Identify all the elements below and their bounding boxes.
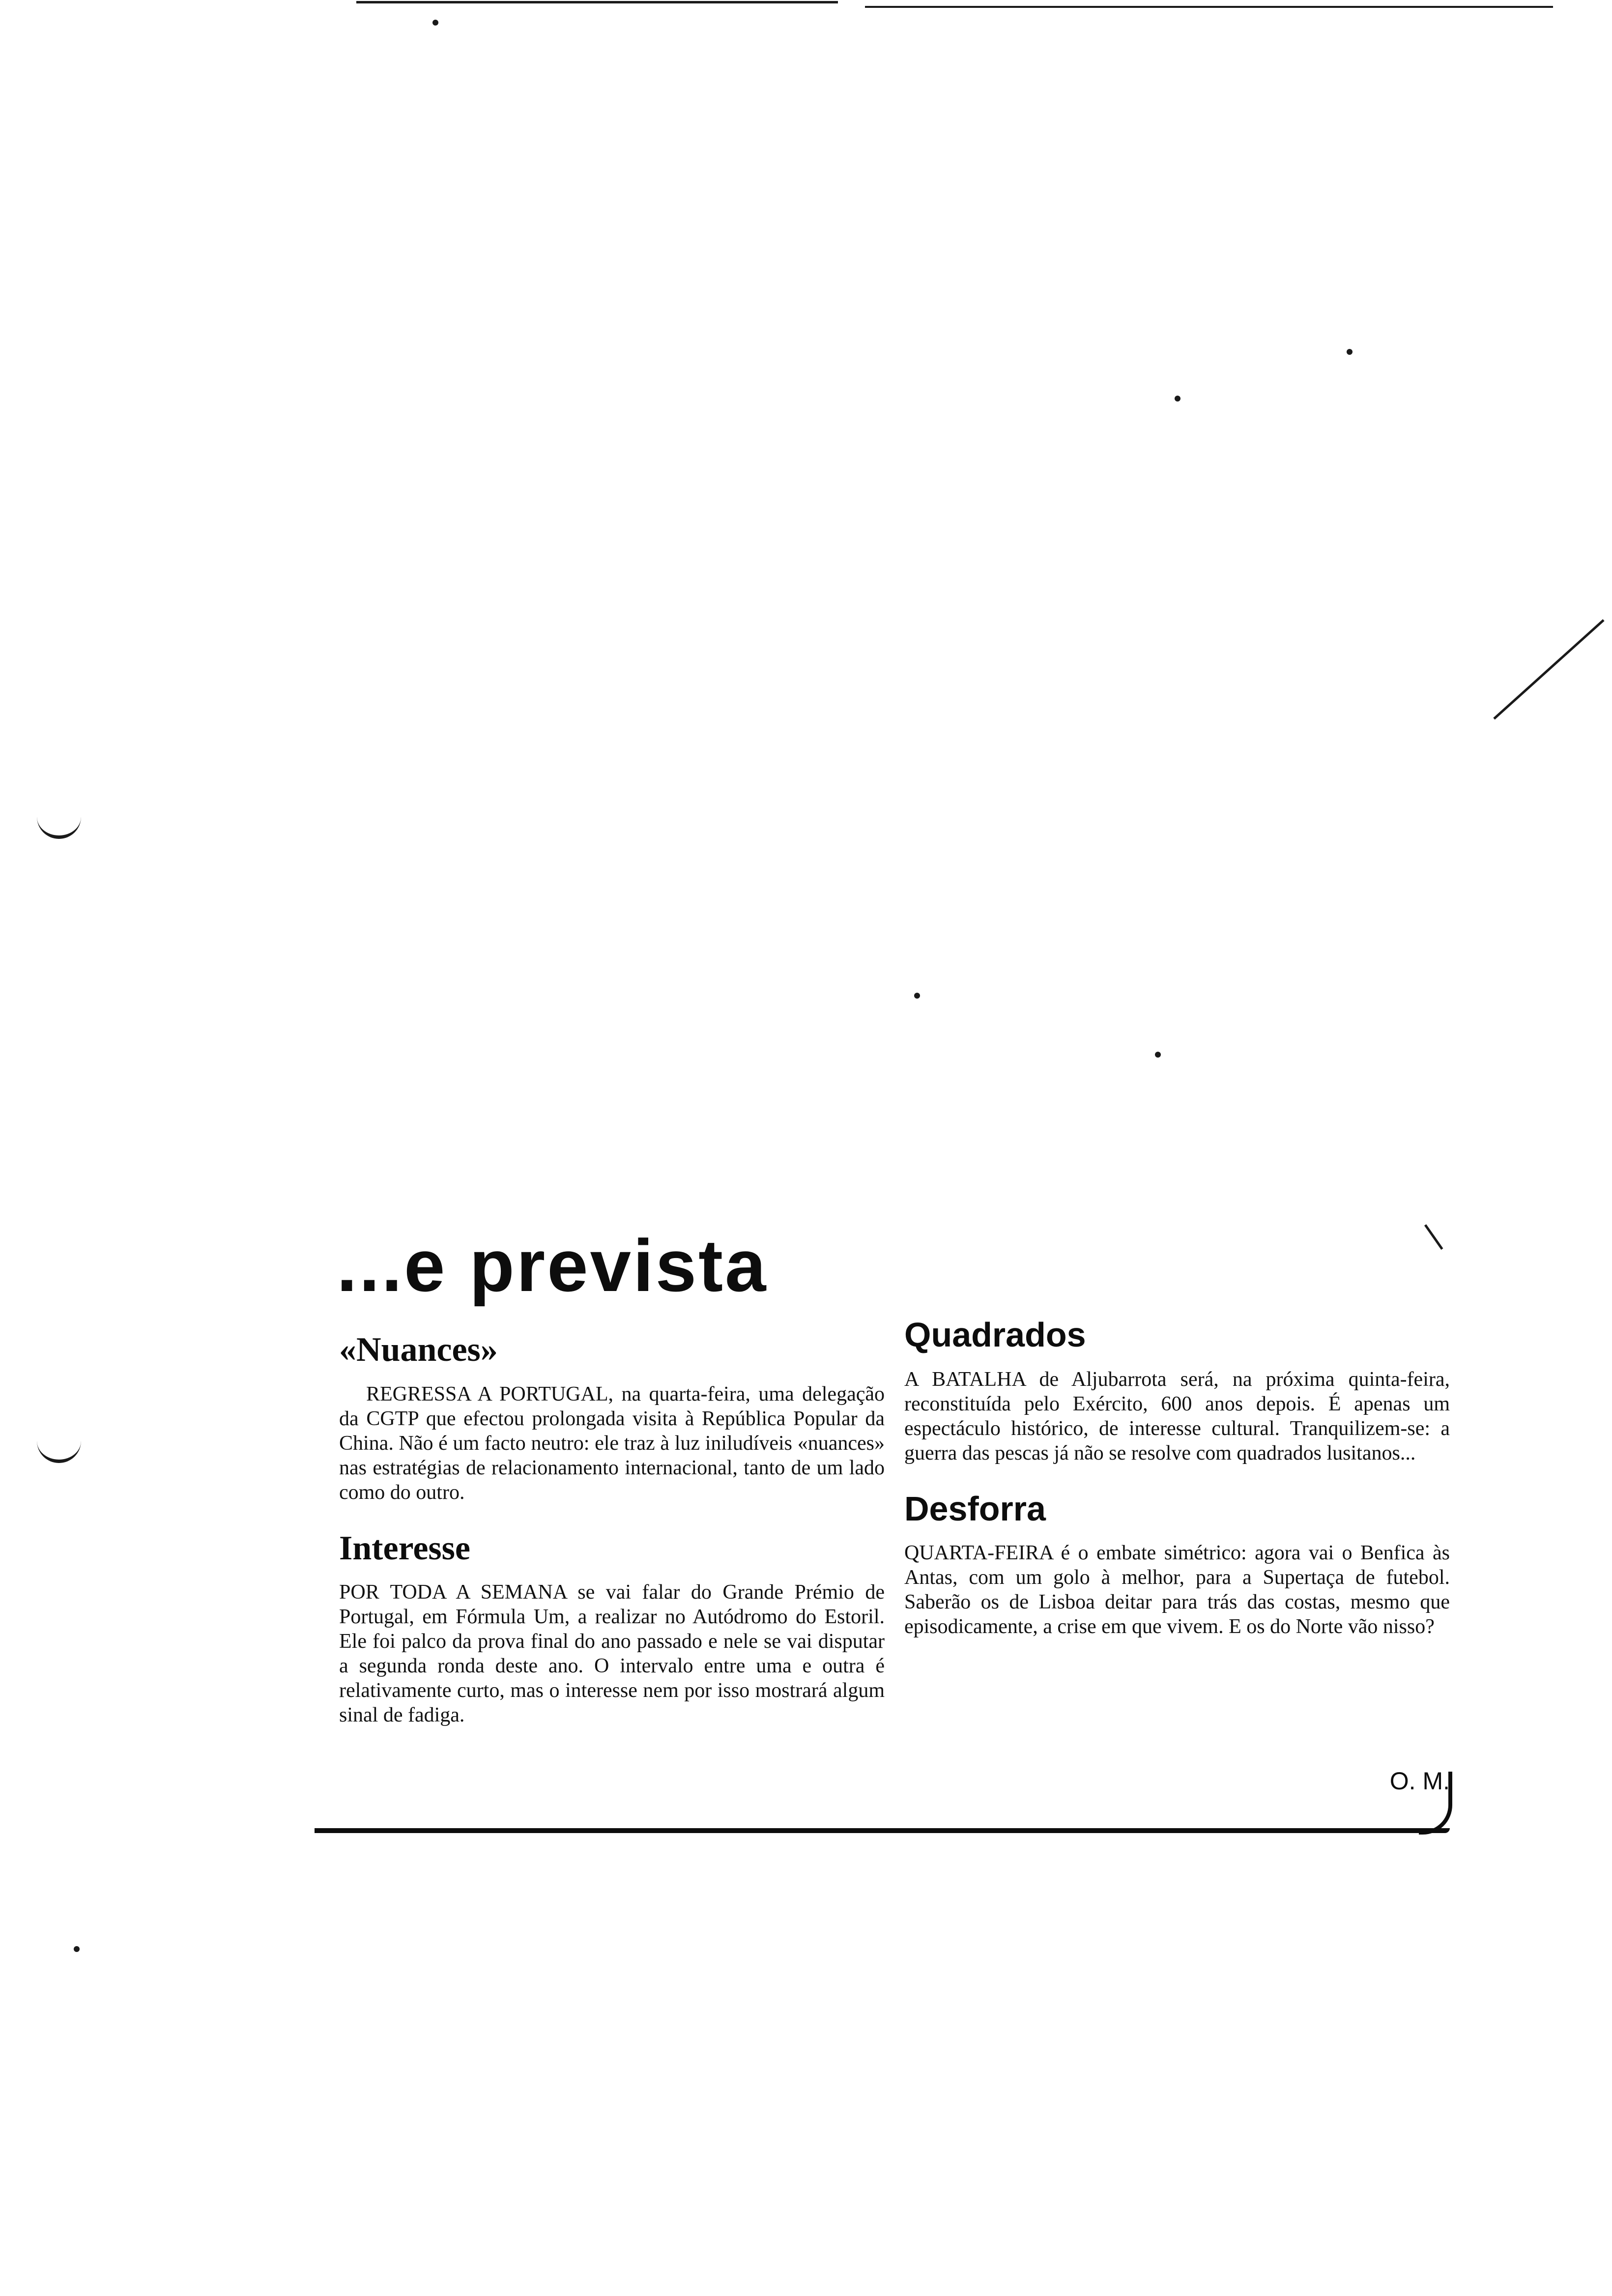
- newspaper-clipping: [315, 1224, 1460, 1853]
- scan-speck: [432, 20, 438, 26]
- article-title: Quadrados: [904, 1316, 1086, 1354]
- clipping-heading: ...e prevista: [337, 1224, 768, 1307]
- clipping-bottom-rule: [315, 1828, 1450, 1833]
- article-body: QUARTA-FEIRA é o embate simétrico: agora vai o Benfica às Antas, com um golo à melhor, para a Supertaça de futebol. Saberão os de Lisboa deitar para trás das costas, mesmo que episodicamente, a crise em que vivem. E os do Norte vão nisso?: [904, 1542, 1450, 1638]
- right-column: [904, 1317, 1450, 1665]
- article-interesse: [339, 1530, 885, 1728]
- article-title: «Nuances»: [339, 1331, 498, 1369]
- scan-slash: [1493, 619, 1604, 719]
- scan-speck: [1155, 1052, 1161, 1058]
- article-body: REGRESSA A PORTUGAL, na quarta-feira, uma delegação da CGTP que efectou prolongada visita à República Popular da China. Não é um facto neutro: ele traz à luz iniludíveis «nuances» nas estratégias de relacionamento internacional, tanto de um lado como do outro.: [339, 1382, 885, 1504]
- clipping-corner-rule: [1419, 1772, 1452, 1835]
- scan-speck: [74, 1946, 80, 1952]
- article-body: A BATALHA de Aljubarrota será, na próxima quinta-feira, reconstituída pelo Exército, 600 anos depois. É apenas um espectáculo histórico, de interesse cultural. Tranquilizem-se: a guerra das pescas já não se resolve com quadrados lusitanos...: [904, 1368, 1450, 1464]
- scan-edge-curve: [37, 1440, 81, 1463]
- scan-edge-curve: [37, 816, 81, 839]
- author-signature: O. M.: [1389, 1767, 1450, 1795]
- scan-speck: [1175, 396, 1180, 402]
- left-column: [339, 1332, 885, 1753]
- scan-top-rule-right: [865, 6, 1553, 8]
- scan-top-rule-left: [356, 1, 838, 3]
- scan-speck: [914, 993, 920, 999]
- scan-speck: [1347, 349, 1353, 355]
- article-title: Interesse: [339, 1529, 470, 1567]
- article-desforra: [904, 1491, 1450, 1639]
- article-quadrados: [904, 1317, 1450, 1465]
- article-nuances: [339, 1332, 885, 1505]
- article-body: POR TODA A SEMANA se vai falar do Grande Prémio de Portugal, em Fórmula Um, a realizar no Autódromo do Estoril. Ele foi palco da prova final do ano passado e nele se vai disputar a segunda ronda deste ano. O intervalo entre uma e outra é relativamente curto, mas o interesse nem por isso mostrará algum sinal de fadiga.: [339, 1581, 885, 1726]
- article-title: Desforra: [904, 1489, 1046, 1528]
